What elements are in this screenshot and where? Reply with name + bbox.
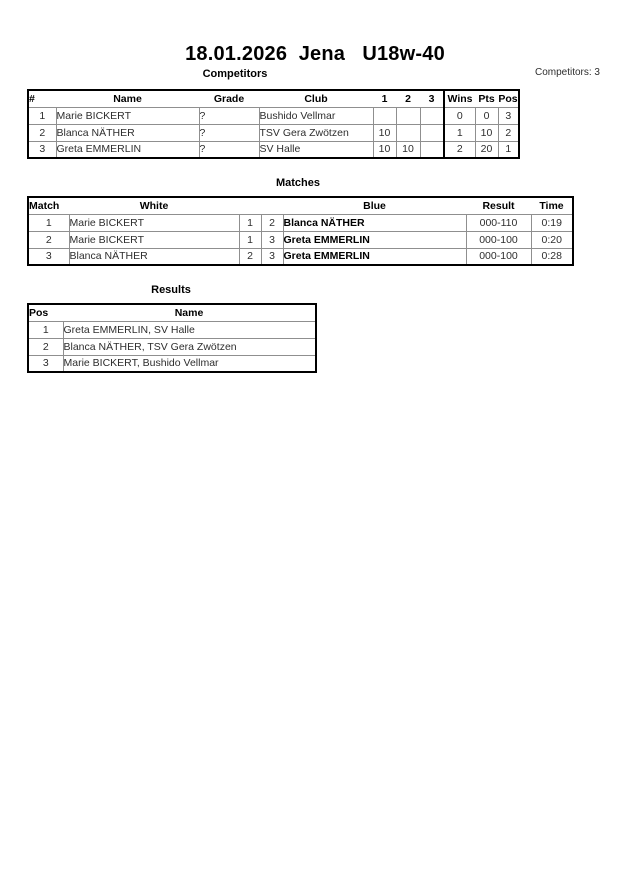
page-title: 18.01.2026 Jena U18w-40 (185, 43, 445, 65)
competitor-grade: ? (199, 141, 259, 158)
round3-score (420, 141, 444, 158)
col-header-grade: Grade (199, 90, 259, 107)
result-row (28, 355, 316, 372)
round1-score (373, 107, 396, 124)
competitor-number: 3 (28, 141, 56, 158)
col-header-club: Club (259, 90, 373, 107)
pos-value: 2 (498, 124, 519, 141)
result-name: Greta EMMERLIN, SV Halle (63, 321, 316, 338)
match-time: 0:19 (531, 214, 573, 231)
results-table (27, 303, 317, 373)
match-number: 1 (28, 214, 69, 231)
round2-score (396, 107, 420, 124)
competitors-section-heading: Competitors (202, 68, 268, 80)
result-row (28, 338, 316, 355)
match-result: 000-100 (466, 248, 531, 265)
blue-competitor: Blanca NÄTHER (283, 214, 466, 231)
wins-value: 0 (444, 107, 475, 124)
white-competitor-number: 1 (239, 214, 261, 231)
competitor-club: SV Halle (259, 141, 373, 158)
col-header-name: Name (56, 90, 199, 107)
match-result: 000-110 (466, 214, 531, 231)
round2-score (396, 124, 420, 141)
match-time: 0:28 (531, 248, 573, 265)
col-header-round1: 1 (373, 90, 396, 107)
col-header-pts: Pts (475, 90, 498, 107)
competitor-club: Bushido Vellmar (259, 107, 373, 124)
col-header-white: White (69, 197, 239, 214)
blue-competitor: Greta EMMERLIN (283, 231, 466, 248)
match-row (28, 248, 573, 265)
col-header-match: Match (28, 197, 69, 214)
competitor-row (28, 124, 519, 141)
blue-competitor-number: 2 (261, 214, 283, 231)
col-header-wins: Wins (444, 90, 475, 107)
col-header-pos: Pos (28, 304, 63, 321)
blue-competitor: Greta EMMERLIN (283, 248, 466, 265)
competitor-row (28, 107, 519, 124)
pos-value: 1 (498, 141, 519, 158)
competitors-table (27, 89, 520, 159)
pts-value: 20 (475, 141, 498, 158)
competitor-row (28, 141, 519, 158)
results-section-heading: Results (151, 284, 191, 296)
white-competitor: Marie BICKERT (69, 231, 239, 248)
match-result: 000-100 (466, 231, 531, 248)
match-number: 3 (28, 248, 69, 265)
competitor-name: Marie BICKERT (56, 107, 199, 124)
blue-competitor-number: 3 (261, 231, 283, 248)
competitor-number: 1 (28, 107, 56, 124)
col-header-pos: Pos (498, 90, 519, 107)
matches-section-heading: Matches (275, 177, 321, 189)
white-competitor-number: 1 (239, 231, 261, 248)
matches-table (27, 196, 574, 266)
round2-score: 10 (396, 141, 420, 158)
white-competitor: Blanca NÄTHER (69, 248, 239, 265)
result-position: 3 (28, 355, 63, 372)
round3-score (420, 124, 444, 141)
competitor-name: Blanca NÄTHER (56, 124, 199, 141)
competitor-club: TSV Gera Zwötzen (259, 124, 373, 141)
match-row (28, 214, 573, 231)
match-number: 2 (28, 231, 69, 248)
wins-value: 1 (444, 124, 475, 141)
pts-value: 0 (475, 107, 498, 124)
col-header-white-number (239, 197, 261, 214)
result-position: 1 (28, 321, 63, 338)
result-name: Marie BICKERT, Bushido Vellmar (63, 355, 316, 372)
competitor-name: Greta EMMERLIN (56, 141, 199, 158)
col-header-blue-number (261, 197, 283, 214)
col-header-time: Time (531, 197, 573, 214)
results-header-row (28, 304, 316, 321)
col-header-blue: Blue (283, 197, 466, 214)
white-competitor-number: 2 (239, 248, 261, 265)
round3-score (420, 107, 444, 124)
white-competitor: Marie BICKERT (69, 214, 239, 231)
competitor-grade: ? (199, 124, 259, 141)
pts-value: 10 (475, 124, 498, 141)
result-position: 2 (28, 338, 63, 355)
match-time: 0:20 (531, 231, 573, 248)
result-row (28, 321, 316, 338)
competitors-header-row (28, 90, 519, 107)
col-header-round2: 2 (396, 90, 420, 107)
match-row (28, 231, 573, 248)
round1-score: 10 (373, 141, 396, 158)
col-header-name: Name (63, 304, 316, 321)
col-header-round3: 3 (420, 90, 444, 107)
matches-header-row (28, 197, 573, 214)
competitor-number: 2 (28, 124, 56, 141)
pos-value: 3 (498, 107, 519, 124)
competitor-grade: ? (199, 107, 259, 124)
blue-competitor-number: 3 (261, 248, 283, 265)
result-name: Blanca NÄTHER, TSV Gera Zwötzen (63, 338, 316, 355)
competitors-count-label: Competitors: 3 (534, 67, 600, 78)
round1-score: 10 (373, 124, 396, 141)
col-header-result: Result (466, 197, 531, 214)
wins-value: 2 (444, 141, 475, 158)
col-header-number: # (28, 90, 56, 107)
